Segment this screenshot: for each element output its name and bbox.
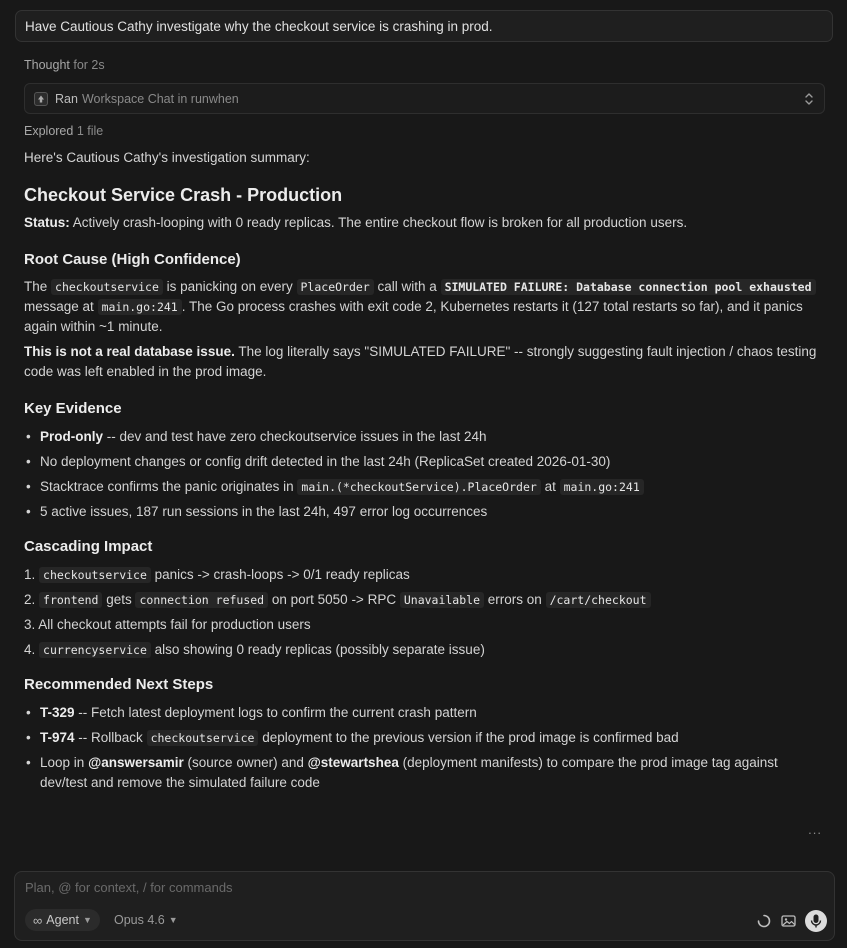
agent-mode-label: Agent xyxy=(46,913,79,927)
list-item xyxy=(24,590,824,610)
list-item xyxy=(24,565,824,585)
chat-composer[interactable] xyxy=(14,871,835,941)
list-item xyxy=(24,753,824,793)
mention-stewartshea: @stewartshea xyxy=(307,755,399,770)
code-checkoutservice: checkoutservice xyxy=(147,730,259,746)
code-unavailable: Unavailable xyxy=(400,592,484,608)
code-main-go: main.go:241 xyxy=(560,479,644,495)
code-placeorder: PlaceOrder xyxy=(297,279,374,295)
list-item xyxy=(24,477,824,497)
chevron-updown-icon[interactable] xyxy=(803,92,815,106)
text: call with a xyxy=(377,279,437,294)
item-text: -- dev and test have zero checkoutservice issues in the last 24h xyxy=(106,429,487,444)
ran-detail: Workspace Chat in runwhen xyxy=(81,91,239,106)
infinity-icon: ∞ xyxy=(33,912,43,928)
thought-indicator[interactable] xyxy=(24,58,105,72)
code-connection-refused: connection refused xyxy=(135,592,268,608)
status-label: Status: xyxy=(24,215,70,230)
explored-label: Explored xyxy=(24,124,74,138)
code-main-go: main.go:241 xyxy=(98,299,182,315)
impact-heading: Cascading Impact xyxy=(24,538,153,555)
composer-input[interactable]: Plan, @ for context, / for commands xyxy=(25,880,233,895)
list-item: • 5 active issues, 187 run sessions in the last 24h, 497 error log occurrences xyxy=(24,502,824,522)
item-text: errors on xyxy=(487,592,542,607)
status-paragraph xyxy=(24,213,824,233)
next-steps-heading: Recommended Next Steps xyxy=(24,676,214,693)
thought-duration: for 2s xyxy=(73,58,105,72)
user-prompt[interactable]: Have Cautious Cathy investigate why the checkout service is crashing in prod. xyxy=(15,10,833,42)
root-cause-note xyxy=(24,342,824,382)
chevron-down-icon: ▼ xyxy=(168,915,178,925)
item-number: 3. xyxy=(24,617,36,632)
status-text: Actively crash-looping with 0 ready replicas. The entire checkout flow is broken for all production users. xyxy=(72,215,688,230)
model-label: Opus 4.6 xyxy=(114,913,165,927)
item-text: on port 5050 -> RPC xyxy=(271,592,397,607)
item-text: also showing 0 ready replicas (possibly separate issue) xyxy=(154,642,485,657)
code-failure-message: SIMULATED FAILURE: Database connection pool exhausted xyxy=(441,279,816,295)
item-bold: Prod-only xyxy=(40,429,103,444)
mention-answersamir: @answersamir xyxy=(88,755,184,770)
item-text: (deployment manifests) to compare the prod image tag against dev/test and remove the simulated failure code xyxy=(40,755,778,790)
note-bold: This is not a real database issue. xyxy=(24,344,235,359)
thought-label: Thought xyxy=(24,58,70,72)
explored-count: 1 file xyxy=(76,124,104,138)
text: . The Go process crashes with exit code 2, Kubernetes restarts it (127 total restarts so far), and it panics again within ~1 minute. xyxy=(24,299,803,334)
evidence-heading: Key Evidence xyxy=(24,400,122,417)
chevron-down-icon: ▼ xyxy=(82,915,92,925)
explored-indicator[interactable] xyxy=(24,124,103,138)
text: is panicking on every xyxy=(166,279,293,294)
item-number: 2. xyxy=(24,592,36,607)
code-frontend: frontend xyxy=(39,592,102,608)
item-text: deployment to the previous version if the prod image is confirmed bad xyxy=(262,730,679,745)
microphone-icon[interactable] xyxy=(805,910,827,932)
item-text: All checkout attempts fail for production users xyxy=(38,617,311,632)
next-steps-list xyxy=(24,703,824,793)
text: The xyxy=(24,279,48,294)
item-text: (source owner) and xyxy=(187,755,304,770)
agent-mode-selector[interactable] xyxy=(25,909,100,931)
more-icon[interactable]: ... xyxy=(808,822,822,837)
code-cart-checkout: /cart/checkout xyxy=(546,592,651,608)
summary-title: Checkout Service Crash - Production xyxy=(24,185,343,205)
code-currencyservice: currencyservice xyxy=(39,642,151,658)
task-id: T-329 xyxy=(40,705,75,720)
model-selector[interactable] xyxy=(114,913,178,927)
item-number: 4. xyxy=(24,642,36,657)
text: message at xyxy=(24,299,94,314)
root-cause-paragraph xyxy=(24,277,824,337)
tool-run-panel[interactable] xyxy=(24,83,825,114)
code-checkoutservice: checkoutservice xyxy=(51,279,163,295)
item-text: panics -> crash-loops -> 0/1 ready replicas xyxy=(154,567,410,582)
spinner-icon xyxy=(757,914,771,928)
list-item xyxy=(24,640,824,660)
item-text: at xyxy=(544,479,556,494)
assistant-response xyxy=(24,148,824,798)
list-item xyxy=(24,728,824,748)
list-item xyxy=(24,703,824,723)
item-text: gets xyxy=(106,592,132,607)
item-text: -- Fetch latest deployment logs to confirm the current crash pattern xyxy=(78,705,477,720)
code-checkoutservice: checkoutservice xyxy=(39,567,151,583)
task-id: T-974 xyxy=(40,730,75,745)
item-text: -- Rollback xyxy=(78,730,143,745)
intro-text: Here's Cautious Cathy's investigation summary: xyxy=(24,150,310,165)
code-function: main.(*checkoutService).PlaceOrder xyxy=(297,479,540,495)
ran-label: Ran xyxy=(55,91,78,106)
item-number: 1. xyxy=(24,567,36,582)
item-text: Loop in xyxy=(40,755,85,770)
tool-icon xyxy=(34,92,48,106)
evidence-list xyxy=(24,427,824,522)
list-item: • No deployment changes or config drift detected in the last 24h (ReplicaSet created 2026-01-30) xyxy=(24,452,824,472)
root-cause-heading: Root Cause (High Confidence) xyxy=(24,251,241,268)
list-item xyxy=(24,615,824,635)
note-text: The log literally says "SIMULATED FAILURE" -- strongly suggesting fault injection / chaos testing code was left enabled in the prod image. xyxy=(24,344,817,379)
image-icon[interactable] xyxy=(781,914,796,928)
list-item xyxy=(24,427,824,447)
item-text: Stacktrace confirms the panic originates in xyxy=(40,479,294,494)
impact-list xyxy=(24,565,824,660)
